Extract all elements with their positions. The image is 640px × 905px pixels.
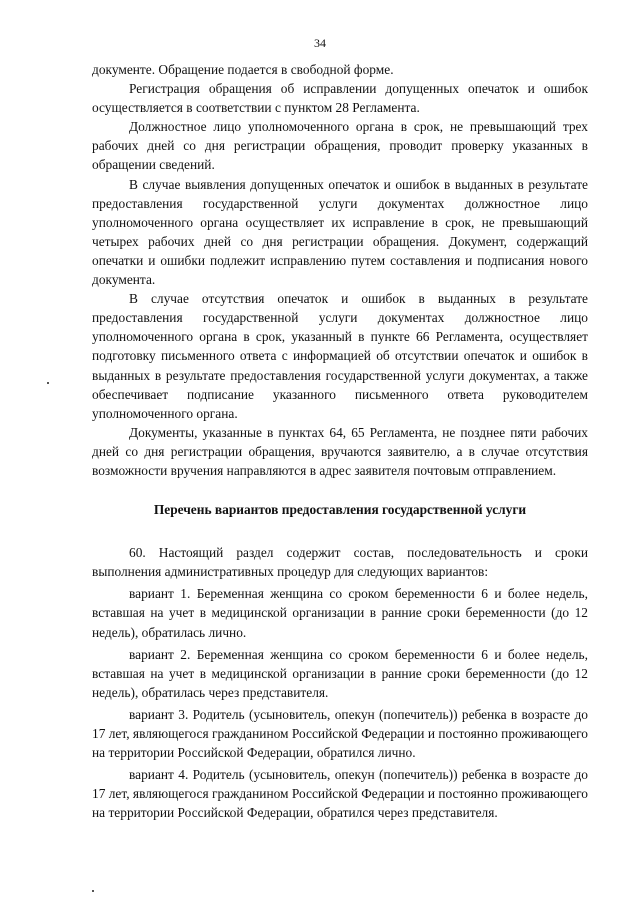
variant-item: вариант 2. Беременная женщина со сроком беременности 6 и более недель, вставшая на учет в медицинской организации в ранние сроки беременности (до 12 недель), обратилась через представителя. xyxy=(92,646,588,700)
variant-item: вариант 1. Беременная женщина со сроком беременности 6 и более недель, вставшая на учет в медицинской организации в ранние сроки беременности (до 12 недель), обратилась лично. xyxy=(92,586,588,640)
spacer xyxy=(92,519,588,543)
paragraph: В случае отсутствия опечаток и ошибок в выданных в результате предоставления государственной услуги документах должностное лицо уполномоченного органа в срок, указанный в пункте 66 Регламента, осуществляет подготовку письменного ответа с информацией об отсутствии опечаток и ошибок в выданных в результате предоставления государственной услуги документах, а также обеспечивает подписание указанного письменного ответа руководителем уполномоченного органа. xyxy=(92,291,588,421)
paragraph: 60. Настоящий раздел содержит состав, последовательность и сроки выполнения административных процедур для следующих вариантов: xyxy=(92,545,588,580)
paragraph: Должностное лицо уполномоченного органа в срок, не превышающий трех рабочих дней со дня регистрации обращения, проводит проверку указанных в обращении сведений. xyxy=(92,119,588,173)
paragraph: Документы, указанные в пунктах 64, 65 Регламента, не позднее пяти рабочих дней со дня регистрации обращения, вручаются заявителю, а в случае отсутствия возможности вручения направляются в адрес заявителя почтовым отправлением. xyxy=(92,424,588,478)
paragraph: документе. Обращение подается в свободной форме. xyxy=(92,62,394,77)
paragraph: Регистрация обращения об исправлении допущенных опечаток и ошибок осуществляется в соответствии с пунктом 28 Регламента. xyxy=(92,81,588,116)
paragraph: В случае выявления допущенных опечаток и ошибок в выданных в результате предоставления государственной услуги документах должностное лицо уполномоченного органа осуществляет их исправление в срок, не превышающий четырех рабочих дней со дня регистрации обращения. Документ, содержащий опечатки и ошибки подлежит исправлению путем составления и подписания нового документа. xyxy=(92,176,588,288)
scan-speck xyxy=(47,382,49,384)
page-number: 34 xyxy=(314,36,326,50)
variant-item: вариант 4. Родитель (усыновитель, опекун (попечитель)) ребенка в возрасте до 17 лет, являющегося гражданином Российской Федерации и постоянно проживающего на территории Российской Федерации, обратился через представителя. xyxy=(92,767,588,821)
section-heading: Перечень вариантов предоставления государственной услуги xyxy=(153,502,527,518)
variant-item: вариант 3. Родитель (усыновитель, опекун (попечитель)) ребенка в возрасте до 17 лет, являющегося гражданином Российской Федерации и постоянно проживающего на территории Российской Федерации, обратился лично. xyxy=(92,706,588,761)
scan-speck xyxy=(92,890,94,892)
page-body xyxy=(92,60,588,822)
